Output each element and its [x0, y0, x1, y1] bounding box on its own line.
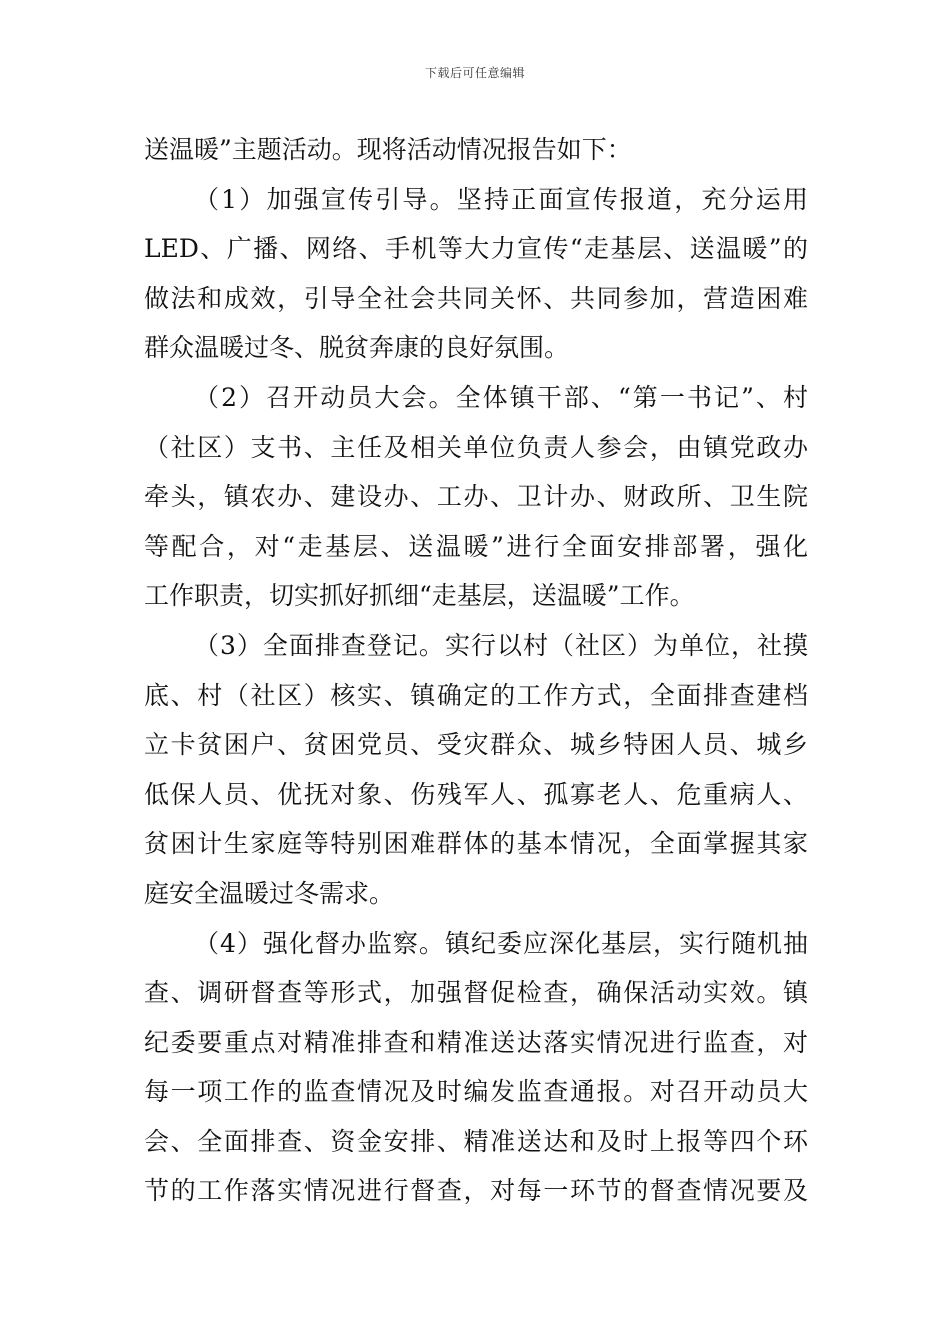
text-line: 牵头，镇农办、建设办、工办、卫计办、财政所、卫生院 [144, 482, 808, 512]
text-line: 送温暖”主题活动。现将活动情况报告如下： [144, 135, 632, 164]
text-line: （4）强化督办监察。镇纪委应深化基层，实行随机抽 [194, 928, 808, 958]
text-line: 低保人员、优抚对象、伤残军人、孤寡老人、危重病人、 [144, 779, 808, 809]
text-line: 底、村（社区）核实、镇确定的工作方式，全面排查建档 [144, 680, 808, 710]
text-line: 等配合，对“走基层、送温暖”进行全面安排部署，强化 [144, 531, 808, 561]
text-line: （1）加强宣传引导。坚持正面宣传报道，充分运用 [194, 184, 808, 214]
text-line: 立卡贫困户、贫困党员、受灾群众、城乡特困人员、城乡 [144, 730, 808, 760]
text-line: 纪委要重点对精准排查和精准送达落实情况进行监查，对 [144, 1027, 808, 1057]
text-line: 群众温暖过冬、脱贫奔康的良好氛围。 [144, 333, 570, 363]
text-line: 会、全面排查、资金安排、精准送达和及时上报等四个环 [144, 1126, 808, 1156]
text-line: 节的工作落实情况进行督查，对每一环节的督查情况要及 [144, 1176, 808, 1206]
text-line: 工作职责，切实抓好抓细“走基层，送温暖”工作。 [144, 581, 695, 611]
text-line: （2）召开动员大会。全体镇干部、“第一书记”、村 [194, 382, 808, 412]
text-line: LED、广播、网络、手机等大力宣传“走基层、送温暖”的 [144, 234, 808, 264]
text-line: （社区）支书、主任及相关单位负责人参会，由镇党政办 [144, 432, 808, 462]
text-line: 查、调研督查等形式，加强督促检查，确保活动实效。镇 [144, 978, 808, 1008]
document-body [144, 125, 808, 1216]
text-line: （3）全面排查登记。实行以村（社区）为单位，社摸 [194, 630, 808, 660]
page-header-note: 下载后可任意编辑 [424, 66, 525, 80]
text-line: 庭安全温暖过冬需求。 [144, 878, 395, 908]
text-line: 每一项工作的监查情况及时编发监查通报。对召开动员大 [144, 1077, 808, 1107]
text-line: 做法和成效，引导全社会共同关怀、共同参加，营造困难 [144, 283, 808, 313]
text-line: 贫困计生家庭等特别困难群体的基本情况，全面掌握其家 [144, 829, 808, 859]
